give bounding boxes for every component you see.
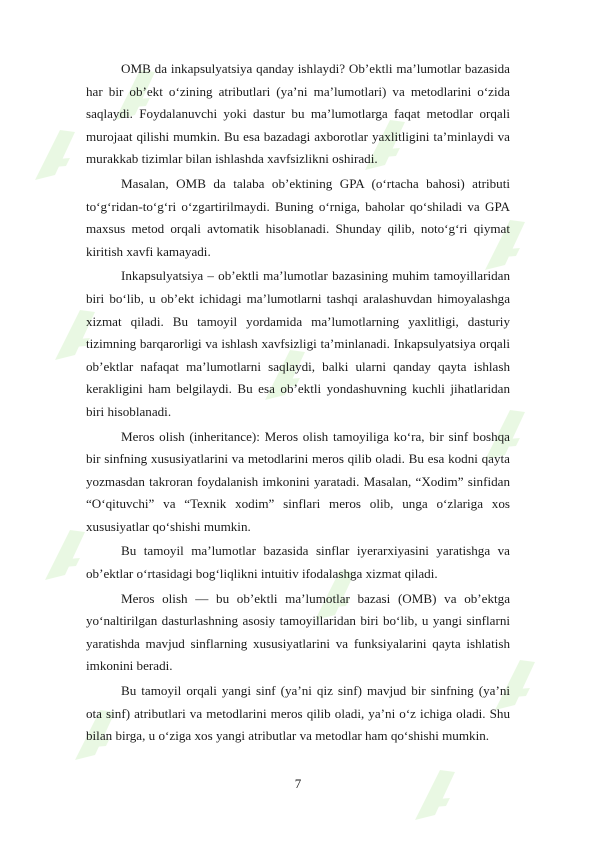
paragraph: Inkapsulyatsiya – ob’ektli ma’lumotlar bazasining muhim tamoyillaridan biri bo‘lib, u ob’ekt ichidagi ma’lumotlarni tashqi aralashuvdan himoyalashga xizmat qiladi. Bu tamoyil yordamida ma’lumotlarning yaxlitligi, dasturiy tizimning barqarorligi va ishlash xavfsizligi ta’minlanadi. Inkapsulyatsiya orqali ob’ektlar nafaqat ma’lumotlarni saqlaydi, balki ularni qanday qayta ishlash kerakligini ham belgilaydi. Bu esa ob’ektli yondashuvning kuchli jihatlaridan biri hisoblanadi. bbox=[86, 268, 510, 419]
document-body bbox=[86, 58, 510, 750]
watermark-logo-icon bbox=[400, 760, 470, 830]
paragraph: Bu tamoyil orqali yangi sinf (ya’ni qiz sinf) mavjud bir sinfning (ya’ni ota sinf) atributlari va metodlarini meros qilib oladi, ya’ni o‘z ichiga oladi. Shu bilan birga, u o‘ziga xos yangi atributlar va metodlar ham qo‘shishi mumkin. bbox=[86, 683, 510, 744]
page-number: 7 bbox=[294, 776, 302, 791]
paragraph: Masalan, OMB da talaba ob’ektining GPA (o‘rtacha bahosi) atributi to‘g‘ridan-to‘g‘ri o‘zgartirilmaydi. Buning o‘rniga, baholar qo‘shiladi va GPA maxsus metod orqali avtomatik hisoblanadi. Shunday qilib, noto‘g‘ri qiymat kiritish xavfi kamayadi. bbox=[86, 175, 510, 259]
paragraph: Meros olish — bu ob’ektli ma’lumotlar bazasi (OMB) va ob’ektga yo‘naltirilgan dasturlashning asosiy tamoyillaridan biri bo‘lib, u yangi sinflarni yaratishda mavjud sinflarning xususiyatlarini va funksiyalarini qayta ishlatish imkonini beradi. bbox=[86, 590, 510, 674]
paragraph: Bu tamoyil ma’lumotlar bazasida sinflar iyerarxiyasini yaratishga va ob’ektlar o‘rtasidagi bog‘liqlikni intuitiv ifodalashga xizmat qiladi. bbox=[86, 543, 510, 582]
paragraph: Meros olish (inheritance): Meros olish tamoyiliga ko‘ra, bir sinf boshqa bir sinfning xususiyatlarini va metodlarini meros qilib oladi. Bu esa kodni qayta yozmasdan takroran foydalanish imkonini yaratadi. Masalan, “Xodim” sinfidan “O‘qituvchi” va “Texnik xodim” sinflari meros olib, unga o‘zlariga xos xususiyatlar qo‘shishi mumkin. bbox=[86, 428, 510, 534]
watermark-logo-icon bbox=[20, 120, 90, 190]
paragraph: OMB da inkapsulyatsiya qanday ishlaydi? Ob’ektli ma’lumotlar bazasida har bir ob’ekt o‘zining atributlari (ya’ni ma’lumotlari) va metodlarini o‘zida saqlaydi. Foydalanuvchi yoki dastur bu ma’lumotlarga faqat metodlar orqali murojaat qilishi mumkin. Bu esa bazadagi axborotlar yaxlitligini ta’minlaydi va murakkab tizimlar bilan ishlashda xavfsizlikni oshiradi. bbox=[86, 61, 510, 167]
